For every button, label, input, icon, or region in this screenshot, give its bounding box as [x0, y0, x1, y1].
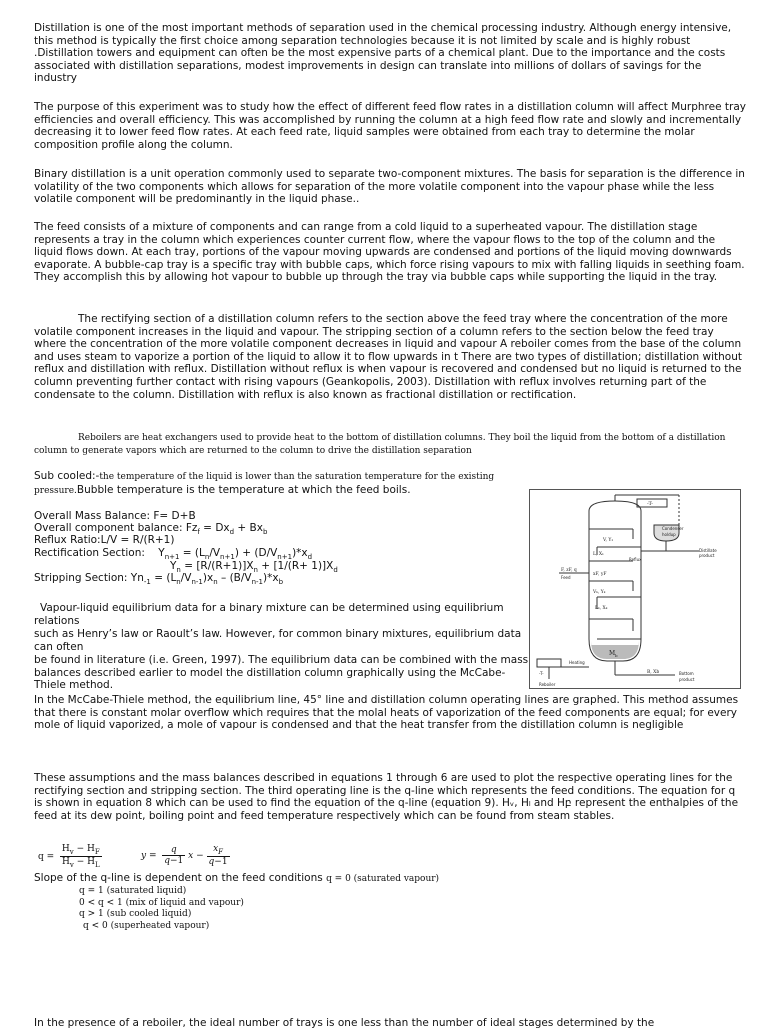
paragraph-mccabe-thiele: In the McCabe-Thiele method, the equilibrium line, 45° line and distillation column operating lines are graphed. This method assumes that there is constant molar overflow which requires that the molal heats of vaporization of the feed components are equal; for every mole of liquid vaporized, a mole of vapour is condensed and that the heat transfer from the distillation column is negligible — [34, 694, 739, 732]
svg-text:Feed: Feed — [561, 575, 571, 580]
svg-text:Lₖ, Xₖ: Lₖ, Xₖ — [595, 606, 608, 611]
equation-overall-component: Overall component balance: $Fz_f = Dx_d + Bx_b$ — [34, 522, 268, 537]
svg-text:b: b — [615, 653, 618, 658]
sub-cooled-definition: the temperature of the liquid is lower than the saturation temperature for the existing pressure. — [34, 472, 495, 496]
equation-overall-mass: Overall Mass Balance: F= D+B — [34, 510, 196, 522]
equation-q: q = $\frac{H_v - H_F}{H_v - H_L}$ — [38, 844, 100, 869]
bubble-temperature-text: Bubble temperature is the temperature at which the feed boils. — [76, 483, 411, 496]
svg-text:B, Xb: B, Xb — [647, 670, 660, 675]
equation-reflux-ratio: Reflux Ratio:L/V = R/(R+1) — [34, 534, 175, 546]
equation-q-line: y = $\frac{q}{q-1}$ x − $\frac{x_F}{q-1}$ — [141, 844, 228, 867]
paragraph-binary-distillation: Binary distillation is a unit operation commonly used to separate two-component mixtures. The basis for separation is the difference in volatility of the two components which allows for separation of the more volatile component into the vapour phase while the less volatile component will be predominantly in the liquid phase.. — [34, 168, 745, 206]
svg-text:-T-: -T- — [539, 671, 544, 676]
paragraph-assumptions: These assumptions and the mass balances described in equations 1 through 6 are used to plot the respective operating lines for the rectifying section and stripping section. The third operating line is the q-line which represents the feed conditions. The equation for q is shown in equation 8 which can be used to find the equation of the q-line (equation 9). Hᵥ, Hₗ and Hբ represent the enthalpies of the feed at its dew point, boiling point and feed temperature respectively which can be found from steam stables. — [34, 772, 739, 822]
svg-text:Vₖ, Yₖ: Vₖ, Yₖ — [593, 590, 606, 595]
paragraph-vle: Vapour-liquid equilibrium data for a binary mixture can be determined using equilibrium relations — [34, 602, 504, 627]
paragraph-sub-cooled — [34, 470, 524, 497]
q-conditions-list — [79, 886, 244, 932]
paragraph-bottom-cut: In the presence of a reboiler, the ideal number of trays is one less than the number of ideal stages determined by the — [34, 1017, 655, 1029]
equation-rectification-2: $Y_n = [R/(R+1)]X_n + [1/(R+ 1)]X_d$ — [170, 560, 338, 575]
svg-text:holdup: holdup — [662, 532, 676, 537]
svg-text:Reboiler: Reboiler — [539, 682, 556, 687]
svg-text:V, Y₁: V, Y₁ — [603, 538, 614, 543]
paragraph-rectifying-section: The rectifying section of a distillation column refers to the section above the feed tray where the concentration of the more volatile component increases in the liquid and vapour. The stripping section of a column refers to the section below the feed tray where the concentration of the more volatile component decreases in liquid and vapour A reboiler comes from the base of the column and uses steam to vaporize a portion of the liquid to allow it to flow upwards in t There are two types of distillation; distillation without reflux and distillation with reflux. Distillation without reflux is when vapour is recovered and condensed but no liquid is returned to the column preventing further contact with rising vapours (Geankopolis, 2003). Distillation with reflux involves returning part of the condensate to the column. Distillation with reflux is also known as fractional distillation or rectification. — [34, 313, 742, 401]
q-condition-item: q > 1 (sub cooled liquid) — [79, 909, 192, 919]
paragraph-intro: Distillation is one of the most important methods of separation used in the chemical processing industry. Although energy intensive, this method is typically the first choice among separation technologies because it is not limited by scale and is highly robust .Distillation towers and equipment can often be the most expensive parts of a chemical plant. Due to the importance and the costs associated with distillation separations, modest improvements in design can translate into millions of dollars of savings for the industry — [34, 22, 732, 85]
svg-text:-T-: -T- — [647, 501, 653, 507]
svg-text:F, zF, q: F, zF, q — [561, 568, 577, 573]
q-condition-item: q < 0 (superheated vapour) — [83, 920, 210, 931]
paragraph-vle-3: be found in literature (i.e. Green, 1997). The equilibrium data can be combined with the mass balances described earlier to model the distillation column graphically using the McCabe-Thiele method. — [34, 654, 529, 692]
equation-stripping: Stripping Section: $Yn_{-1} = (L_n/V_{n-1})x_n - (B/V_{n-1})*x_b$ — [34, 572, 284, 587]
svg-text:Condenser: Condenser — [662, 526, 684, 531]
svg-text:product: product — [699, 553, 715, 558]
distillation-column-figure — [529, 489, 741, 689]
svg-text:xF, yF: xF, yF — [593, 572, 607, 577]
svg-text:Bottom: Bottom — [679, 671, 694, 676]
paragraph-vle-2: such as Henry’s law or Raoult’s law. However, for common binary mixtures, equilibrium data can often — [34, 628, 522, 653]
svg-text:L, X₁: L, X₁ — [593, 552, 604, 557]
svg-text:product: product — [679, 677, 695, 682]
paragraph-purpose: The purpose of this experiment was to study how the effect of different feed flow rates in a distillation column will affect Murphree tray efficiencies and overall efficiency. This was accomplished by running the column at a high feed flow rate and slowly and incrementally decreasing it to lower feed flow rates. At each feed rate, liquid samples were obtained from each tray to determine the molar composition profile along the column. — [34, 101, 746, 151]
column-diagram — [529, 489, 741, 689]
q-condition-item: 0 < q < 1 (mix of liquid and vapour) — [79, 897, 244, 908]
svg-text:Heating: Heating — [569, 660, 585, 665]
paragraph-slope: Slope of the q-line is dependent on the feed conditions q = 0 (saturated vapour) — [34, 872, 440, 884]
paragraph-reboilers: Reboilers are heat exchangers used to provide heat to the bottom of distillation columns. They boil the liquid from the bottom of a distillation column to generate vapors which are returned to the column to drive the distillation separation — [34, 433, 726, 456]
q-condition-item: q = 1 (saturated liquid) — [79, 886, 187, 896]
paragraph-feed: The feed consists of a mixture of components and can range from a cold liquid to a superheated vapour. The distillation stage represents a tray in the column which experiences counter current flow, where the vapour flows to the top of the column and the liquid flows down. At each tray, portions of the vapour moving upwards are condensed and portions of the liquid moving downwards evaporate. A bubble-cap tray is a specific tray with bubble caps, which force rising vapours to mix with falling liquids in seething foam. They accomplish this by allowing hot vapour to bubble up through the tray via bubble caps while supporting the liquid in the tray. — [34, 221, 745, 284]
svg-text:Reflux: Reflux — [629, 557, 642, 562]
svg-text:Distillate: Distillate — [699, 548, 717, 553]
equation-rectification: Rectification Section: $Y_{n+1} = (L_n/V_{n+1}) + (D/V_{n+1})*x_d$ — [34, 547, 313, 562]
svg-text:M: M — [609, 650, 616, 657]
sub-cooled-lead: Sub cooled:- — [34, 470, 100, 482]
